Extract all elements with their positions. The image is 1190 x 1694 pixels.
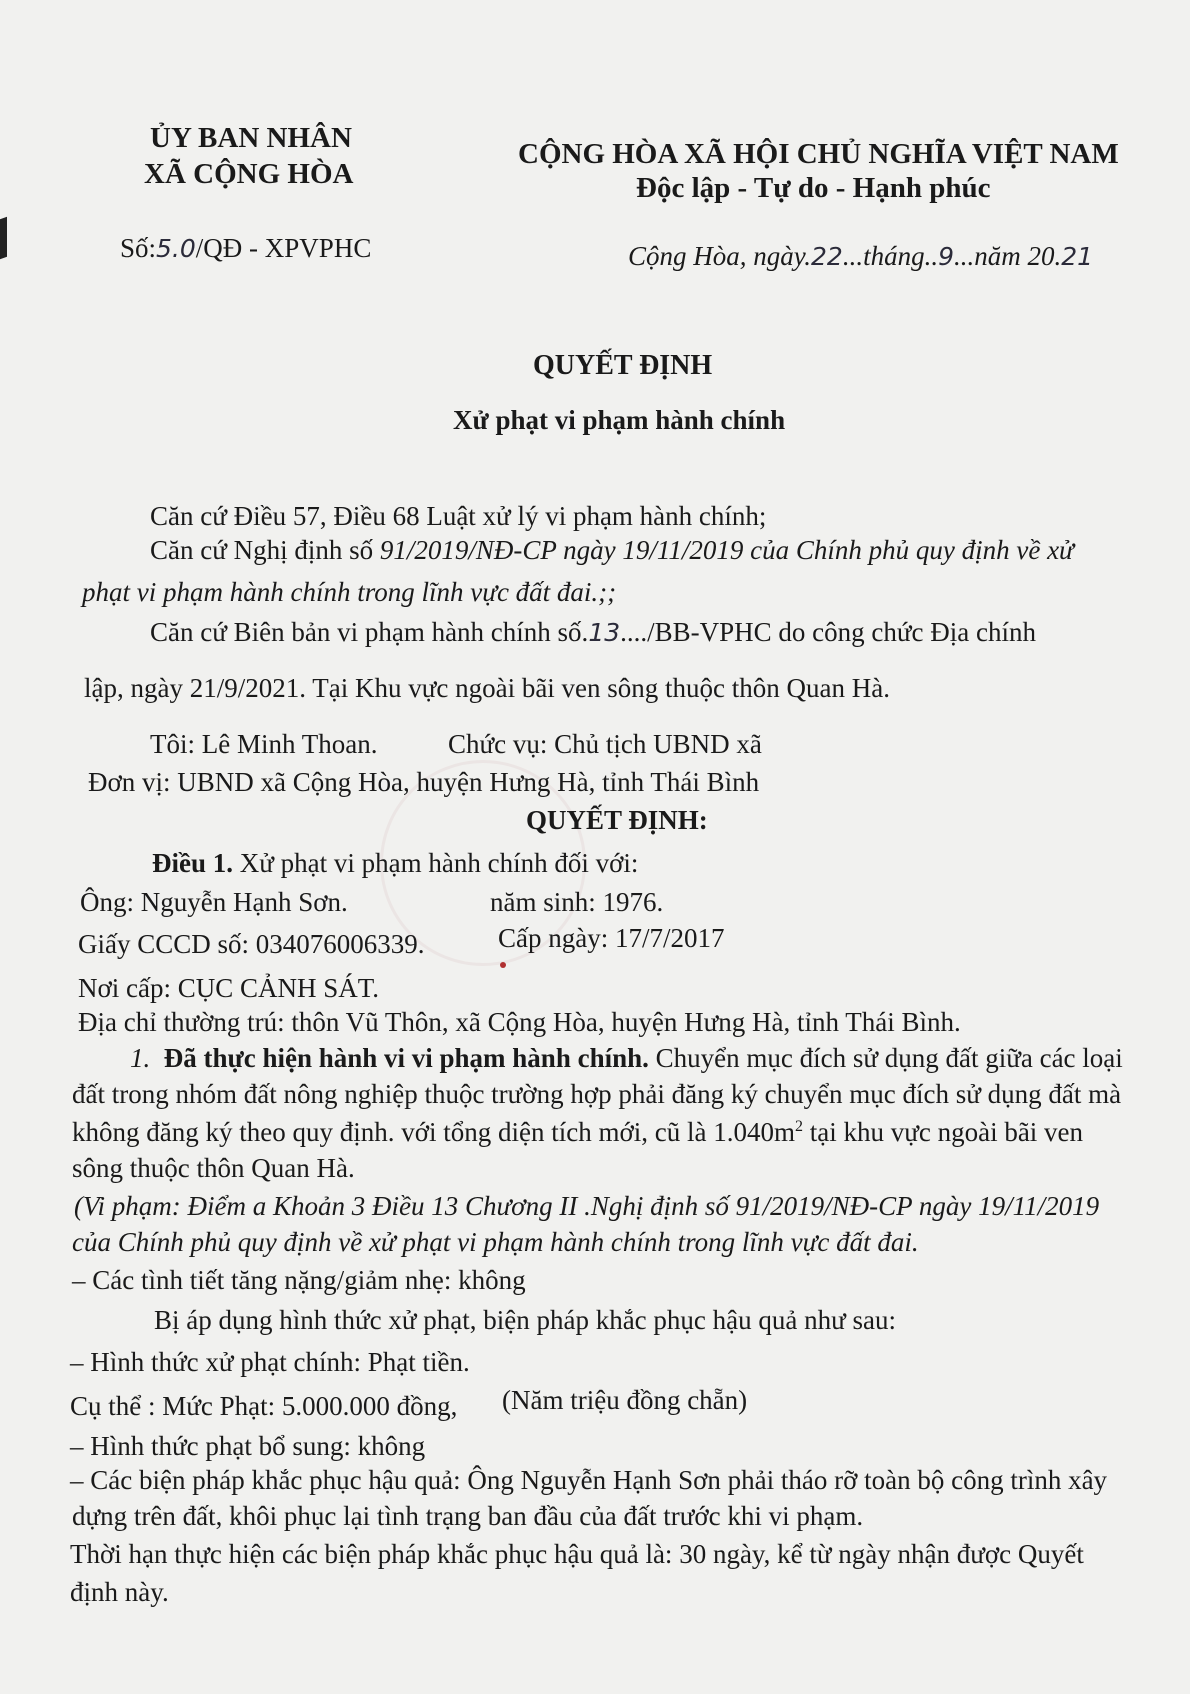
article-1-text: Xử phạt vi phạm hành chính đối với: xyxy=(233,848,639,878)
agency-name-line1: ỦY BAN NHÂN xyxy=(150,122,352,154)
deadline-line-2: định này. xyxy=(70,1577,169,1607)
main-penalty: – Hình thức xử phạt chính: Phạt tiền. xyxy=(70,1347,470,1377)
record-number-handwritten: 13 xyxy=(588,618,621,647)
date-mid2: ...năm 20. xyxy=(954,241,1062,271)
article-1-label: Điều 1. xyxy=(152,848,233,878)
violation-item-line-4: sông thuộc thôn Quan Hà. xyxy=(72,1153,355,1183)
additional-penalty: – Hình thức phạt bổ sung: không xyxy=(70,1431,426,1461)
document-subtitle: Xử phạt vi phạm hành chính xyxy=(453,405,786,435)
date-mid1: ...tháng.. xyxy=(842,241,939,271)
national-motto: Độc lập - Tự do - Hạnh phúc xyxy=(636,172,991,204)
applied-measures: Bị áp dụng hình thức xử phạt, biện pháp khắc phục hậu quả như sau: xyxy=(154,1305,896,1335)
violator-id-card: Giấy CCCD số: 034076006339. xyxy=(78,929,425,959)
basis-line-5: lập, ngày 21/9/2021. Tại Khu vực ngoài bãi ven sông thuộc thôn Quan Hà. xyxy=(84,673,890,703)
date-year-handwritten: 21 xyxy=(1061,242,1094,271)
remedy-line-2: dựng trên đất, khôi phục lại tình trạng ban đầu của đất trước khi vi phạm. xyxy=(72,1501,864,1531)
article-1-heading xyxy=(152,847,638,879)
violator-birth-year: năm sinh: 1976. xyxy=(490,887,664,917)
decision-heading: QUYẾT ĐỊNH: xyxy=(526,805,708,835)
fine-in-words: (Năm triệu đồng chẵn) xyxy=(502,1385,748,1415)
violation-item-line-3 xyxy=(72,1116,1083,1148)
document-number xyxy=(120,232,371,264)
violation-item-line-1-rest: Chuyển mục đích sử dụng đất giữa các loại xyxy=(648,1043,1123,1073)
violator-address: Địa chỉ thường trú: thôn Vũ Thôn, xã Cộng Hòa, huyện Hưng Hà, tỉnh Thái Bình. xyxy=(78,1007,961,1037)
remedy-line-1: – Các biện pháp khắc phục hậu quả: Ông Nguyễn Hạnh Sơn phải tháo rỡ toàn bộ công trình xây xyxy=(70,1465,1108,1495)
fine-amount: Cụ thể : Mức Phạt: 5.000.000 đồng, xyxy=(70,1391,458,1421)
violation-item-line-3b: tại khu vực ngoài bãi ven xyxy=(802,1117,1084,1147)
id-issue-date: Cấp ngày: 17/7/2017 xyxy=(498,923,725,953)
violation-basis-line-1: (Vi phạm: Điểm a Khoản 3 Điều 13 Chương II .Nghị định số 91/2019/NĐ-CP ngày 19/11/2019 xyxy=(74,1191,1100,1221)
violation-item-line-1 xyxy=(130,1042,1123,1074)
agency-name-line2: XÃ CỘNG HÒA xyxy=(144,158,354,190)
violation-item-bold: Đã thực hiện hành vi vi phạm hành chính. xyxy=(163,1043,649,1073)
violation-basis-line-2: của Chính phủ quy định về xử phạt vi phạm hành chính trong lĩnh vực đất đai. xyxy=(72,1227,919,1257)
basis-line-4b: ..../BB-VPHC do công chức Địa chính xyxy=(620,617,1036,647)
date-month-handwritten: 9 xyxy=(938,242,954,271)
national-title: CỘNG HÒA XÃ HỘI CHỦ NGHĨA VIỆT NAM xyxy=(518,138,1119,170)
basis-line-2a: Căn cứ Nghị định số xyxy=(150,535,380,565)
document-title: QUYẾT ĐỊNH xyxy=(533,350,713,381)
violation-item-line-3a: không đăng ký theo quy định. với tổng diện tích mới, cũ là 1.040m xyxy=(72,1117,795,1147)
document-number-suffix: /QĐ - XPVPHC xyxy=(195,233,372,263)
area-superscript: 2 xyxy=(794,1118,803,1135)
violation-item-number: 1. xyxy=(130,1043,151,1073)
red-dot-mark xyxy=(500,962,506,968)
document-number-handwritten: 5.0 xyxy=(156,234,196,263)
page-edge-mark xyxy=(0,217,7,260)
deadline-line-1: Thời hạn thực hiện các biện pháp khắc phục hậu quả là: 30 ngày, kể từ ngày nhận được Quyết xyxy=(70,1539,1084,1569)
violation-item-line-2: đất trong nhóm đất nông nghiệp thuộc trường hợp phải đăng ký chuyển mục đích sử dụng đất mà xyxy=(72,1079,1122,1109)
basis-line-2c: của Chính phủ quy định về xử xyxy=(743,535,1074,565)
violator-name: Ông: Nguyễn Hạnh Sơn. xyxy=(80,887,348,917)
basis-line-4 xyxy=(150,616,1036,648)
basis-line-2b: 91/2019/NĐ-CP ngày 19/11/2019 xyxy=(379,535,744,565)
basis-line-1: Căn cứ Điều 57, Điều 68 Luật xử lý vi phạm hành chính; xyxy=(150,501,767,531)
basis-line-4a: Căn cứ Biên bản vi phạm hành chính số. xyxy=(150,617,589,647)
official-position: Chức vụ: Chủ tịch UBND xã xyxy=(448,729,762,759)
basis-line-2 xyxy=(150,534,1074,566)
document-number-prefix: Số: xyxy=(120,233,157,263)
date-prefix: Cộng Hòa, ngày. xyxy=(628,241,812,271)
official-unit: Đơn vị: UBND xã Cộng Hòa, huyện Hưng Hà, tỉnh Thái Bình xyxy=(88,767,760,797)
circumstances: – Các tình tiết tăng nặng/giảm nhẹ: không xyxy=(72,1265,526,1295)
date-day-handwritten: 22 xyxy=(811,242,843,271)
id-issue-place: Nơi cấp: CỤC CẢNH SÁT. xyxy=(78,973,380,1003)
document-date xyxy=(628,240,1093,272)
official-name: Tôi: Lê Minh Thoan. xyxy=(150,729,378,759)
basis-line-3: phạt vi phạm hành chính trong lĩnh vực đất đai.;; xyxy=(82,577,617,607)
